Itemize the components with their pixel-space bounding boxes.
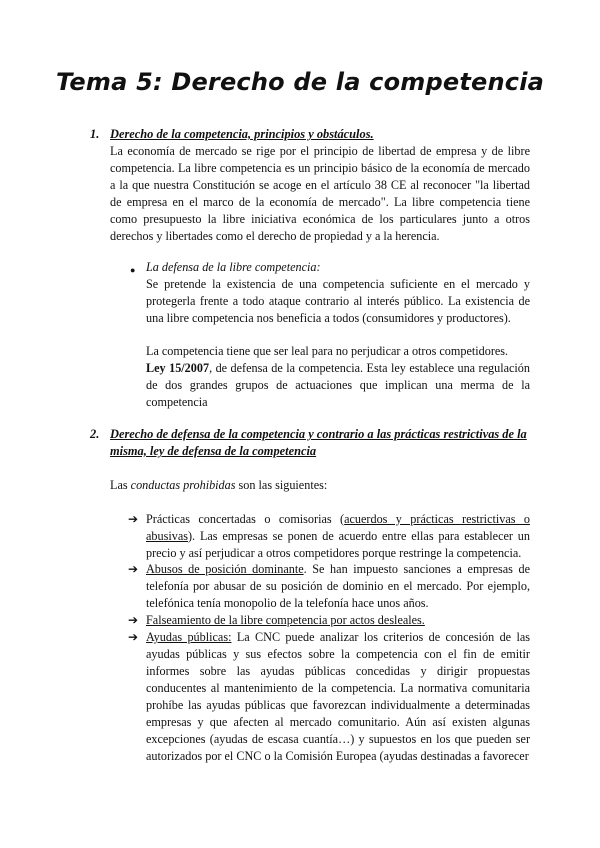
law-description: , de defensa de la competencia. Esta ley establece una regulación de dos grandes grupos de actuaciones que implican una merma de la competencia: [146, 361, 530, 409]
section-1-paragraph: La economía de mercado se rige por el principio de libertad de empresa y de libre competencia. La libre competencia es un principio básico de la economía de mercado a la que nuestra Constitución se acoge en el artículo 38 CE al reconocer "la libertad de empresa en el marco de la economía de mercado". La libre competencia tiene como presupuesto la libre iniciativa económica de los particulares junto a otros derechos y libertades como el derecho de propiedad y a la herencia.: [110, 144, 530, 243]
list-item: [146, 561, 530, 612]
bullet-text: Se pretende la existencia de una competencia suficiente en el mercado y protegerla frente a todo ataque contrario al interés público. La existencia de una libre competencia nos beneficia a todos (consumidores y productores).: [146, 277, 530, 325]
intro-italic: conductas prohibidas: [130, 478, 236, 492]
item-2-underlined: Abusos de posición dominante: [146, 562, 304, 576]
law-name: Ley 15/2007: [146, 361, 210, 375]
bullet-title: La defensa de la libre competencia:: [146, 260, 321, 274]
item-4-post: La CNC puede analizar los criterios de concesión de las ayudas públicas y sus efectos sobre la competencia con el fin de emitir informes sobre las ayudas públicas concedidas y dirigir propuestas conducentes al mantenimiento de la competencia. La normativa comunitaria prohíbe las ayudas públicas que favorezcan individualmente a determinadas empresas y que afecten al mercado comunitario. Aún así existen algunas excepciones (ayudas de escasa cuantía…) y supuestos en los que pueden ser autorizados por el CNC o la Comisión Europea (ayudas destinadas a favorecer: [146, 630, 530, 763]
law-paragraph: [146, 360, 530, 411]
section-2-intro: [110, 477, 530, 494]
list-item: [146, 629, 530, 765]
item-1-pre: Prácticas concertadas o comisorias (: [146, 512, 345, 526]
arrow-icon: ➔: [128, 613, 139, 627]
section-2-number: 2.: [90, 427, 100, 441]
list-item: [146, 612, 530, 629]
arrow-icon: ➔: [128, 562, 139, 576]
bullet-text-2-content: La competencia tiene que ser leal para no perjudicar a otros competidores.: [146, 344, 509, 358]
bullet-marker: ●: [130, 265, 136, 275]
list-item: [146, 511, 530, 562]
page-title: Tema 5: Derecho de la competencia: [55, 68, 545, 96]
arrow-icon: ➔: [128, 512, 139, 526]
item-1-post: ). Las empresas se ponen de acuerdo entre ellas para establecer un precio y así perjudicar a otros competidores porque restringe la competencia.: [146, 529, 530, 560]
section-1-number: 1.: [90, 127, 100, 141]
item-1-underlined: acuerdos y prácticas restrictivas o abusivas: [146, 512, 530, 543]
intro-post: son las siguientes:: [235, 478, 328, 492]
item-4-underlined: Ayudas públicas:: [146, 630, 232, 644]
item-3-underlined: Falseamiento de la libre competencia por actos desleales.: [146, 613, 425, 627]
arrow-icon: ➔: [128, 630, 139, 644]
section-1-heading: Derecho de la competencia, principios y obstáculos.: [110, 127, 374, 141]
section-2-heading: Derecho de defensa de la competencia y contrario a las prácticas restrictivas de la misma, ley de defensa de la competencia: [110, 427, 527, 458]
item-2-post: . Se han impuesto sanciones a empresas de telefonía por abusar de su posición de dominio en el mercado. Por ejemplo, telefónica tenía monopolio de la telefonía hace unos años.: [146, 562, 530, 610]
bullet-text-2: [146, 343, 530, 360]
intro-pre: Las: [110, 478, 131, 492]
